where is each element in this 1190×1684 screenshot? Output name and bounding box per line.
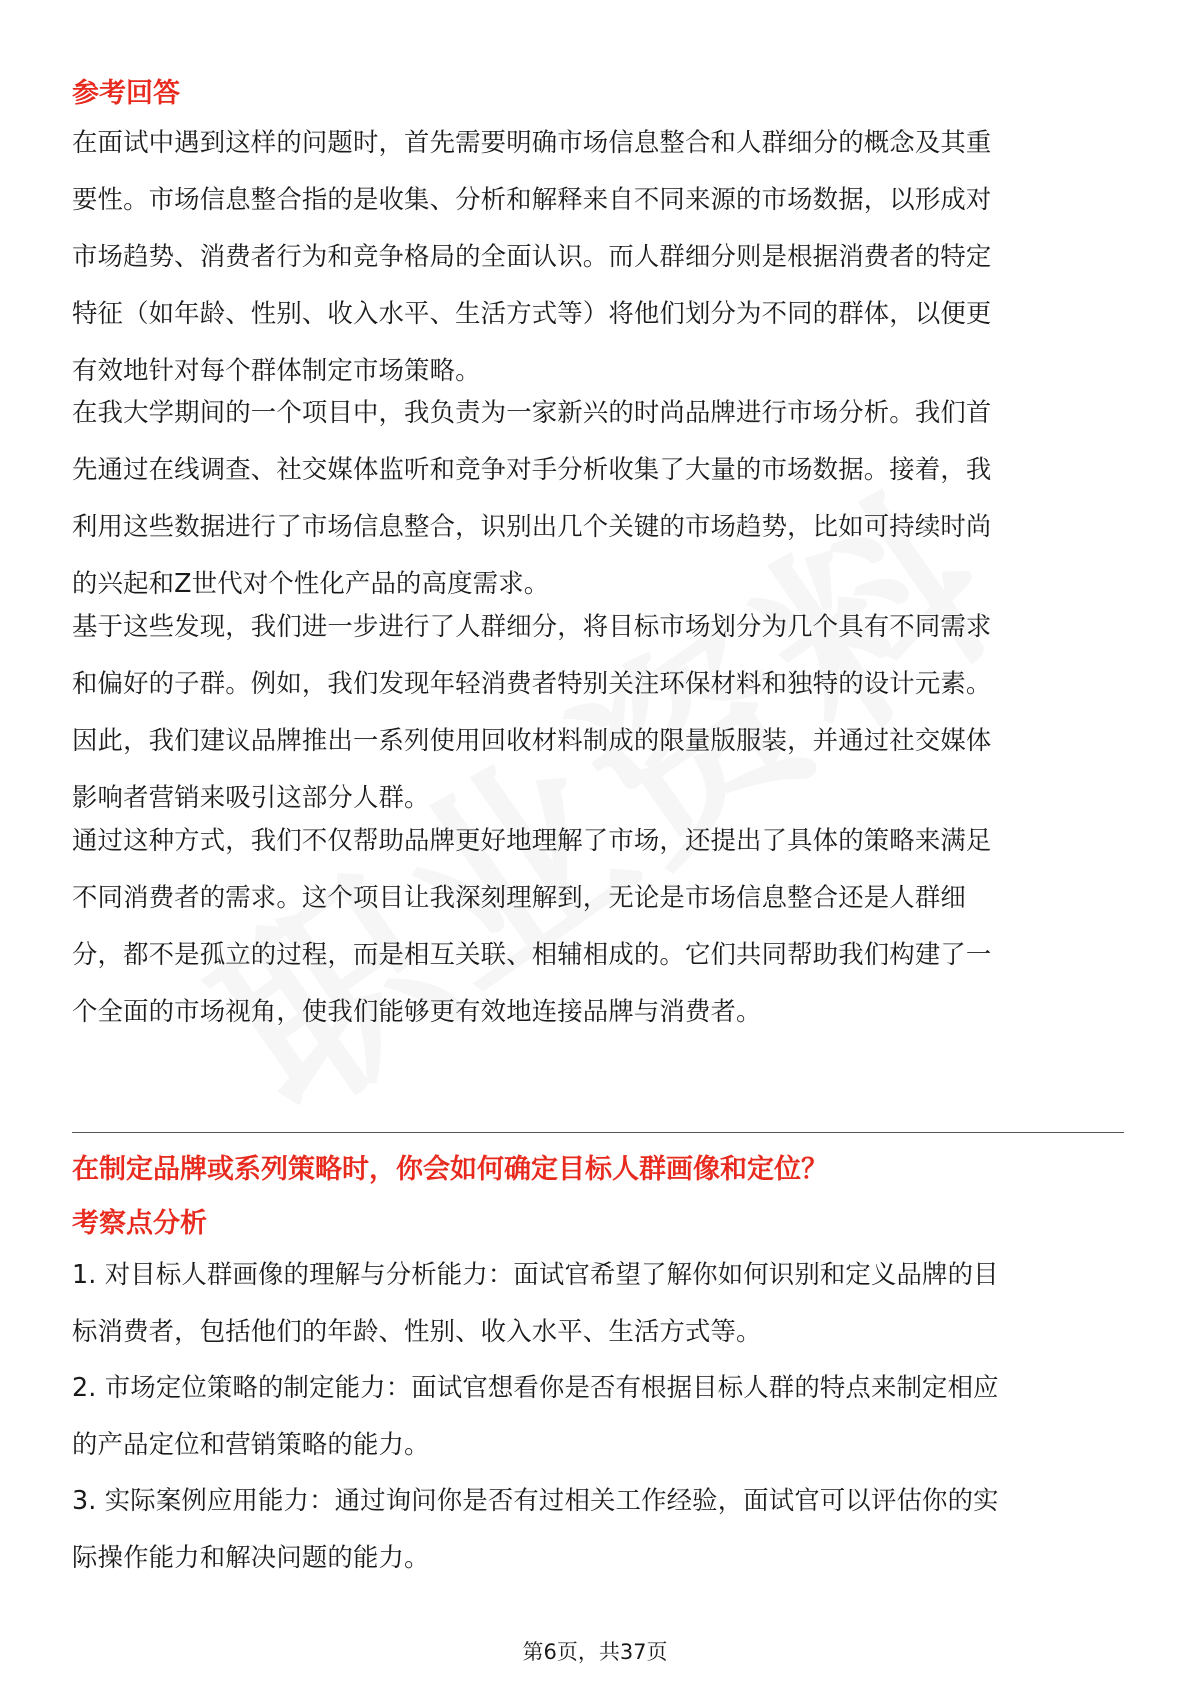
answer-paragraph-1: [72, 114, 991, 399]
text-line: 的产品定位和营销策略的能力。: [72, 1429, 430, 1459]
text-line: 要性。市场信息整合指的是收集、分析和解释来自不同来源的市场数据，以形成对: [72, 184, 992, 214]
text-line: 因此，我们建议品牌推出一系列使用回收材料制成的限量版服装，并通过社交媒体: [72, 725, 992, 755]
analysis-item-1: [72, 1246, 999, 1360]
text-line: 1. 对目标人群画像的理解与分析能力：面试官希望了解你如何识别和定义品牌的目: [72, 1259, 999, 1289]
section-heading-analysis: 考察点分析: [72, 1208, 207, 1239]
text-line: 分，都不是孤立的过程，而是相互关联、相辅相成的。它们共同帮助我们构建了一: [72, 939, 992, 969]
text-line: 个全面的市场视角，使我们能够更有效地连接品牌与消费者。: [72, 996, 762, 1026]
text-line: 利用这些数据进行了市场信息整合，识别出几个关键的市场趋势，比如可持续时尚: [72, 511, 992, 541]
text-line: 在我大学期间的一个项目中，我负责为一家新兴的时尚品牌进行市场分析。我们首: [72, 397, 992, 427]
answer-paragraph-4: [72, 812, 991, 1040]
section-heading-answer: 参考回答: [72, 78, 180, 109]
interview-question: 在制定品牌或系列策略时，你会如何确定目标人群画像和定位？: [72, 1154, 828, 1185]
text-line: 有效地针对每个群体制定市场策略。: [72, 355, 481, 385]
text-line: 先通过在线调查、社交媒体监听和竞争对手分析收集了大量的市场数据。接着，我: [72, 454, 992, 484]
text-line: 特征（如年龄、性别、收入水平、生活方式等）将他们划分为不同的群体，以便更: [72, 298, 992, 328]
text-line: 2. 市场定位策略的制定能力：面试官想看你是否有根据目标人群的特点来制定相应: [72, 1372, 999, 1402]
answer-paragraph-2: [72, 384, 991, 612]
section-divider: [72, 1132, 1124, 1133]
analysis-item-2: [72, 1359, 999, 1473]
text-line: 通过这种方式，我们不仅帮助品牌更好地理解了市场，还提出了具体的策略来满足: [72, 825, 992, 855]
text-line: 影响者营销来吸引这部分人群。: [72, 782, 430, 812]
text-line: 和偏好的子群。例如，我们发现年轻消费者特别关注环保材料和独特的设计元素。: [72, 668, 992, 698]
answer-paragraph-3: [72, 598, 991, 826]
text-line: 的兴起和Z世代对个性化产品的高度需求。: [72, 568, 550, 598]
analysis-item-3: [72, 1472, 999, 1586]
text-line: 基于这些发现，我们进一步进行了人群细分，将目标市场划分为几个具有不同需求: [72, 611, 992, 641]
text-line: 3. 实际案例应用能力：通过询问你是否有过相关工作经验，面试官可以评估你的实: [72, 1485, 999, 1515]
text-line: 市场趋势、消费者行为和竞争格局的全面认识。而人群细分则是根据消费者的特定: [72, 241, 992, 271]
text-line: 标消费者，包括他们的年龄、性别、收入水平、生活方式等。: [72, 1316, 762, 1346]
text-line: 不同消费者的需求。这个项目让我深刻理解到，无论是市场信息整合还是人群细: [72, 882, 966, 912]
text-line: 际操作能力和解决问题的能力。: [72, 1542, 430, 1572]
page-number: 第6页，共37页: [522, 1640, 668, 1664]
text-line: 在面试中遇到这样的问题时，首先需要明确市场信息整合和人群细分的概念及其重: [72, 127, 992, 157]
